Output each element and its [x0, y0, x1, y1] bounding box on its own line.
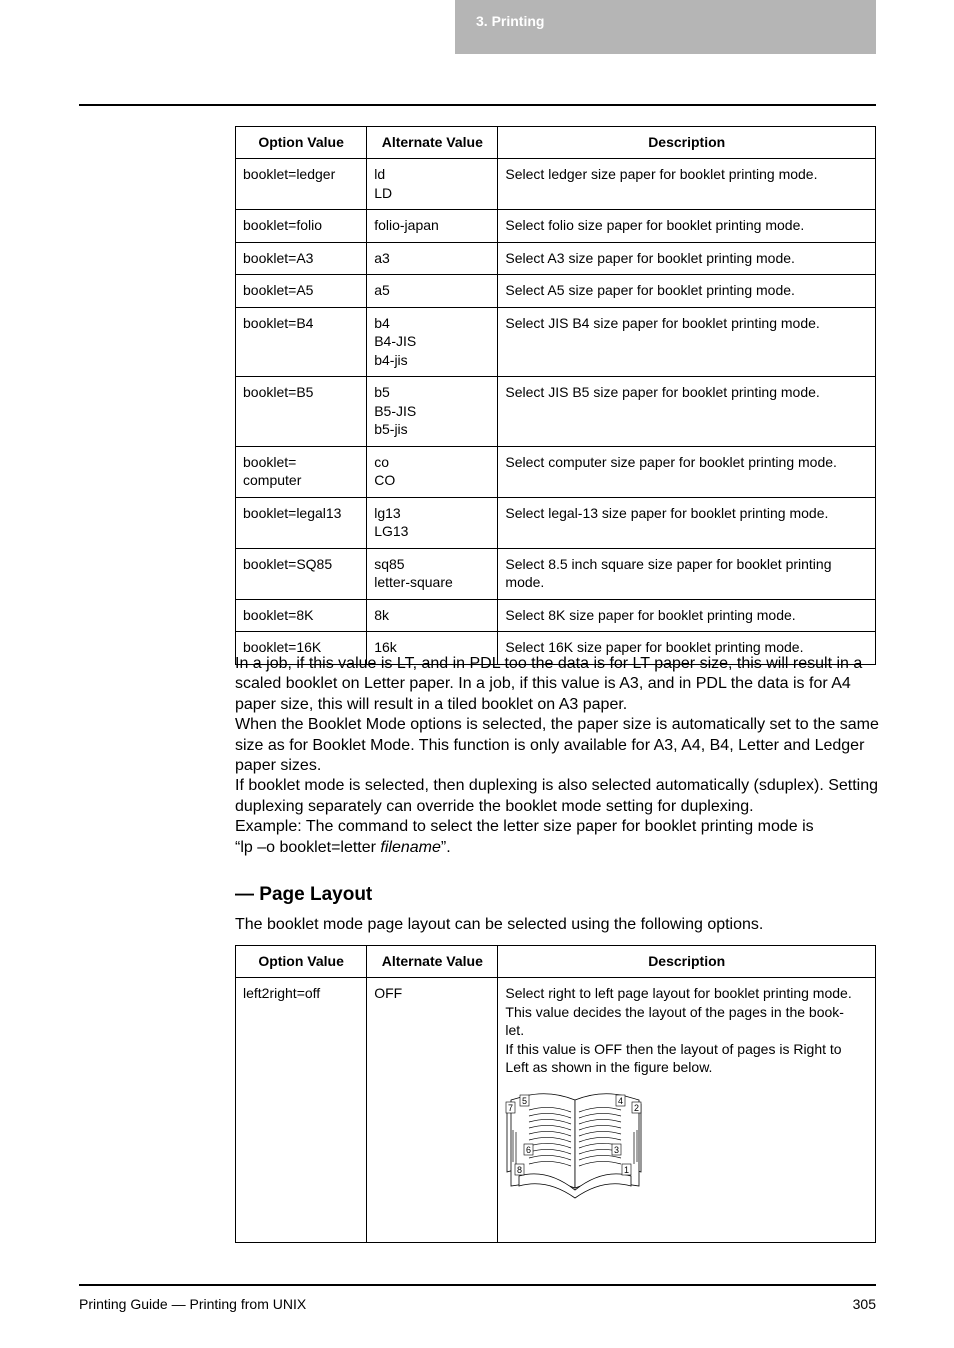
alternate-value: b4	[374, 314, 390, 331]
figure-page-number: 1	[624, 1164, 630, 1175]
table-row	[236, 548, 876, 599]
figure-page-number: 4	[618, 1095, 624, 1106]
table-row	[236, 307, 876, 377]
alternate-value: 16k	[374, 639, 397, 655]
example-suffix: ”.	[440, 838, 451, 856]
section-heading: — Page Layout	[235, 884, 373, 905]
cell-option: booklet=A3	[236, 242, 367, 275]
cell-description: Select JIS B5 size paper for booklet printing mode.	[498, 377, 876, 447]
cell-description: Select legal-13 size paper for booklet printing mode.	[498, 497, 876, 548]
alternate-value: 8k	[374, 606, 389, 623]
cell-description: Select ledger size paper for booklet printing mode.	[498, 159, 876, 210]
header-rule	[79, 104, 876, 106]
description-line: let.	[505, 1022, 525, 1038]
table-header-row	[236, 127, 876, 159]
cell-description: Select A3 size paper for booklet printing mode.	[498, 242, 876, 275]
cell-description: Select A5 size paper for booklet printing mode.	[498, 275, 876, 308]
table-row	[236, 978, 876, 1243]
table-row	[236, 599, 876, 632]
cell-option: booklet= computer	[236, 446, 367, 497]
alternate-value: B4-JIS	[374, 333, 417, 349]
booklet-notes	[235, 654, 880, 858]
note-paragraph: In a job, if this value is LT, and in PDL too the data is for LT paper size, this will result in a scaled booklet on Letter paper. In a job, if this value is A3, and in PDL the data is for A4 paper size, this will result in a tiled booklet on A3 paper.	[235, 655, 863, 713]
note-paragraph: Example: The command to select the letter size paper for booklet printing mode is	[235, 818, 814, 836]
cell-option: booklet=B5	[236, 377, 367, 447]
cell-description: Select folio size paper for booklet printing mode.	[498, 210, 876, 243]
example-prefix: “lp –o booklet=letter	[235, 838, 381, 856]
cell-description: Select 8K size paper for booklet printing mode.	[498, 599, 876, 632]
cell-description: Select JIS B4 size paper for booklet printing mode.	[498, 307, 876, 377]
cell-alternate	[367, 242, 498, 275]
alternate-value: CO	[374, 472, 396, 488]
cell-alternate	[367, 446, 498, 497]
note-paragraph: If booklet mode is selected, then duplexing is also selected automatically (sduplex). Setting duplexing separately can override the booklet mode setting for duplexing.	[235, 777, 879, 815]
cell-description	[498, 978, 876, 1243]
cell-alternate	[367, 599, 498, 632]
alternate-value: folio-japan	[374, 217, 439, 233]
cell-alternate	[367, 307, 498, 377]
alternate-value: LD	[374, 184, 393, 201]
figure-page-number: 5	[522, 1095, 528, 1106]
page-number: 305	[852, 1296, 876, 1312]
header-description: Description	[498, 127, 876, 159]
example-command	[235, 838, 880, 858]
cell-alternate	[367, 159, 498, 210]
cell-alternate	[367, 210, 498, 243]
cell-option: booklet=folio	[236, 210, 367, 243]
example-filename: filename	[380, 838, 441, 856]
figure-page-number: 3	[614, 1144, 620, 1155]
cell-description: Select 8.5 inch square size paper for booklet printing mode.	[498, 548, 876, 599]
cell-option: booklet=ledger	[236, 159, 367, 210]
page-layout-table	[235, 945, 876, 1243]
footer-title: Printing Guide — Printing from UNIX	[79, 1296, 307, 1312]
description-line: Select right to left page layout for booklet printing mode.	[505, 985, 852, 1001]
booklet-size-table	[235, 126, 876, 665]
alternate-value: a3	[374, 249, 390, 266]
alternate-value: B5-JIS	[374, 402, 417, 419]
description-line: If this value is OFF then the layout of pages is Right to	[505, 1040, 842, 1057]
booklet-layout-figure	[505, 1090, 645, 1202]
header-option-value: Option Value	[236, 946, 367, 978]
alternate-value: co	[374, 453, 389, 470]
alternate-value: b4-jis	[374, 351, 408, 368]
description-line: Left as shown in the figure below.	[505, 1059, 713, 1075]
cell-alternate: OFF	[367, 978, 498, 1243]
cell-option: left2right=off	[236, 978, 367, 1243]
alternate-value: ld	[374, 166, 386, 182]
table-row	[236, 446, 876, 497]
cell-option: booklet=A5	[236, 275, 367, 308]
table-header-row	[236, 946, 876, 978]
alternate-value: a5	[374, 282, 390, 298]
alternate-value: lg13	[374, 504, 401, 521]
alternate-value: LG13	[374, 523, 409, 539]
figure-page-number: 6	[526, 1144, 532, 1155]
header-description: Description	[498, 946, 876, 978]
cell-option: booklet=B4	[236, 307, 367, 377]
cell-option: booklet=SQ85	[236, 548, 367, 599]
cell-description: Select 16K size paper for booklet printing mode.	[498, 632, 876, 665]
header-option-value: Option Value	[236, 127, 367, 159]
footer-rule	[79, 1284, 876, 1286]
table-row	[236, 275, 876, 308]
table-row	[236, 159, 876, 210]
alternate-value: b5	[374, 384, 390, 400]
header-alternate-value: Alternate Value	[367, 127, 498, 159]
figure-page-number: 7	[508, 1102, 514, 1113]
cell-alternate	[367, 275, 498, 308]
section-intro: The booklet mode page layout can be selected using the following options.	[235, 916, 764, 933]
description-line: This value decides the layout of the pages in the book-	[505, 1003, 844, 1020]
cell-alternate	[367, 377, 498, 447]
cell-option: booklet=legal13	[236, 497, 367, 548]
chapter-tab: 3. Printing	[455, 0, 876, 54]
alternate-value: b5-jis	[374, 421, 408, 437]
alternate-value: sq85	[374, 555, 405, 572]
header-alternate-value: Alternate Value	[367, 946, 498, 978]
alternate-value: letter-square	[374, 574, 453, 590]
cell-option: booklet=8K	[236, 599, 367, 632]
cell-description: Select computer size paper for booklet printing mode.	[498, 446, 876, 497]
cell-alternate	[367, 548, 498, 599]
table-row	[236, 377, 876, 447]
table-row	[236, 497, 876, 548]
cell-option: booklet=16K	[236, 632, 367, 665]
figure-page-number: 2	[634, 1102, 640, 1113]
table-row	[236, 242, 876, 275]
table-row	[236, 210, 876, 243]
cell-alternate	[367, 497, 498, 548]
figure-page-number: 8	[517, 1164, 523, 1175]
note-paragraph: When the Booklet Mode options is selected, the paper size is automatically set to the same size as for Booklet Mode. This function is only available for A3, A4, B4, Letter and Ledger paper sizes.	[235, 716, 879, 775]
